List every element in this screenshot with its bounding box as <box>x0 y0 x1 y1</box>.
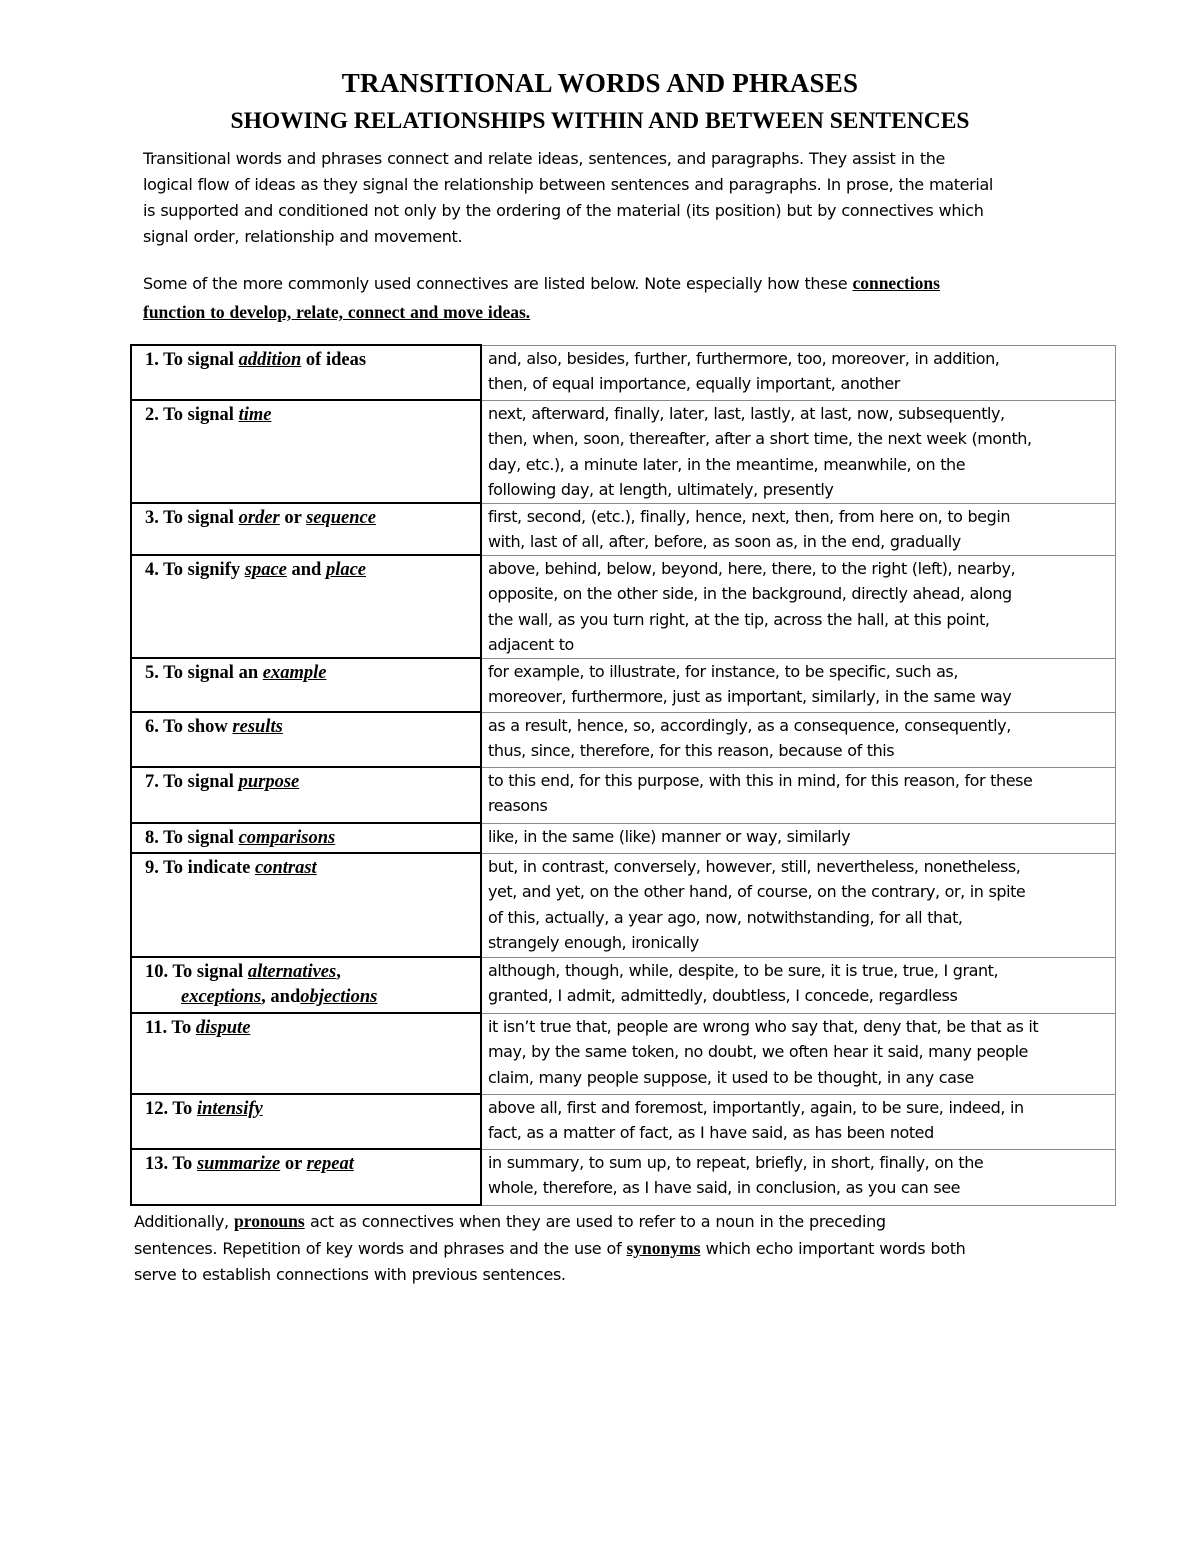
category-label: 12. To <box>145 1099 197 1119</box>
closing-keyword: synonyms <box>626 1238 701 1258</box>
category-label: or <box>280 1154 307 1174</box>
table-row <box>131 712 1115 767</box>
category-label: 11. To <box>145 1018 196 1038</box>
category-label: 2. To signal <box>145 405 239 425</box>
connectives-cell <box>481 1149 1115 1205</box>
category-keyword: place <box>325 560 367 580</box>
connectives-line: granted, I admit, admittedly, doubtless, I concede, regardless <box>488 986 958 1005</box>
category-keyword: exceptions <box>181 987 262 1007</box>
connectives-line: following day, at length, ultimately, presently <box>488 480 834 499</box>
connectives-line: may, by the same token, no doubt, we often hear it said, many people <box>488 1042 1028 1061</box>
table-row <box>131 1094 1115 1149</box>
table-row <box>131 400 1115 503</box>
category-keyword: addition <box>238 350 302 370</box>
connectives-emphasis: function to develop, relate, connect and move ideas. <box>143 302 531 322</box>
table-row <box>131 957 1115 1013</box>
category-cell <box>131 957 481 1013</box>
connectives-note-text: Some of the more commonly used connectives are listed below. Note especially how these <box>143 274 853 293</box>
connectives-cell <box>481 658 1115 712</box>
category-cell <box>131 823 481 853</box>
intro-line: is supported and conditioned not only by the ordering of the material (its position) but by connectives which <box>143 201 984 220</box>
category-cell <box>131 503 481 555</box>
connectives-line: as a result, hence, so, accordingly, as a consequence, consequently, <box>488 715 1011 735</box>
category-keyword: comparisons <box>238 828 336 848</box>
transitions-table <box>130 344 1116 1206</box>
connectives-cell <box>481 957 1115 1013</box>
connectives-line: reasons <box>488 796 548 815</box>
category-keyword: objections <box>300 987 378 1007</box>
category-label: 1. To signal <box>145 350 239 370</box>
closing-text: serve to establish connections with previous sentences. <box>134 1265 566 1284</box>
category-keyword: repeat <box>306 1154 354 1174</box>
connectives-line: but, in contrast, conversely, however, still, nevertheless, nonetheless, <box>488 856 1021 876</box>
category-label: 10. To signal <box>145 962 248 982</box>
connectives-line: like, in the same (like) manner or way, similarly <box>488 826 851 846</box>
intro-line: signal order, relationship and movement. <box>143 227 463 246</box>
category-cell <box>131 400 481 503</box>
connectives-line: and, also, besides, further, furthermore, too, moreover, in addition, <box>488 348 1000 368</box>
category-cell <box>131 1094 481 1149</box>
table-row <box>131 555 1115 658</box>
connectives-line: with, last of all, after, before, as soon as, in the end, gradually <box>488 532 961 551</box>
connectives-cell <box>481 767 1115 823</box>
closing-keyword: pronouns <box>234 1211 305 1231</box>
connectives-cell <box>481 712 1115 767</box>
category-keyword: time <box>238 405 272 425</box>
connectives-line: although, though, while, despite, to be sure, it is true, true, I grant, <box>488 960 999 980</box>
category-label: 5. To signal an <box>145 663 263 683</box>
connectives-line: moreover, furthermore, just as important, similarly, in the same way <box>488 687 1012 706</box>
category-cell <box>131 345 481 400</box>
connectives-cell <box>481 1094 1115 1149</box>
category-label: 9. To indicate <box>145 858 255 878</box>
connectives-line: next, afterward, finally, later, last, lastly, at last, now, subsequently, <box>488 403 1005 423</box>
category-cell <box>131 555 481 658</box>
connectives-line: in summary, to sum up, to repeat, briefly, in short, finally, on the <box>488 1152 984 1172</box>
category-keyword: example <box>262 663 327 683</box>
category-keyword: order <box>238 508 280 528</box>
connectives-line: above all, first and foremost, importantly, again, to be sure, indeed, in <box>488 1097 1024 1117</box>
connectives-line: thus, since, therefore, for this reason, because of this <box>488 741 895 760</box>
connectives-cell <box>481 555 1115 658</box>
connectives-emphasis: connections <box>852 273 940 293</box>
connectives-line: whole, therefore, as I have said, in conclusion, as you can see <box>488 1178 961 1197</box>
category-label: 7. To signal <box>145 772 239 792</box>
category-label: or <box>279 508 307 528</box>
category-label: 6. To show <box>145 717 233 737</box>
category-keyword: summarize <box>196 1154 281 1174</box>
table-row <box>131 345 1115 400</box>
document-subtitle: SHOWING RELATIONSHIPS WITHIN AND BETWEEN SENTENCES <box>230 108 970 134</box>
category-label: 13. To <box>145 1154 197 1174</box>
intro-line: Transitional words and phrases connect and relate ideas, sentences, and paragraphs. They assist in the <box>143 149 946 168</box>
table-row <box>131 853 1115 957</box>
connectives-line: adjacent to <box>488 635 574 654</box>
connectives-line: strangely enough, ironically <box>488 933 699 952</box>
category-label: 8. To signal <box>145 828 239 848</box>
category-label: 4. To signify <box>145 560 245 580</box>
connectives-cell <box>481 853 1115 957</box>
category-keyword: purpose <box>238 772 300 792</box>
table-row <box>131 1149 1115 1205</box>
table-row <box>131 1013 1115 1094</box>
category-keyword: sequence <box>306 508 376 528</box>
connectives-line: of this, actually, a year ago, now, notwithstanding, for all that, <box>488 907 963 927</box>
connectives-line: day, etc.), a minute later, in the meantime, meanwhile, on the <box>488 454 966 474</box>
table-row <box>131 823 1115 853</box>
connectives-line: it isn’t true that, people are wrong who say that, deny that, be that as it <box>488 1016 1039 1036</box>
category-cell <box>131 767 481 823</box>
category-keyword: contrast <box>255 858 317 878</box>
connectives-note <box>143 269 1088 327</box>
connectives-line: the wall, as you turn right, at the tip, across the hall, at this point, <box>488 609 990 629</box>
category-cell <box>131 1013 481 1094</box>
category-label: of ideas <box>301 350 367 370</box>
category-keyword: alternatives <box>247 962 337 982</box>
document-title: TRANSITIONAL WORDS AND PHRASES <box>341 68 859 98</box>
table-row <box>131 767 1115 823</box>
intro-line: logical flow of ideas as they signal the relationship between sentences and paragraphs. In prose, the material <box>143 175 994 194</box>
category-label: 3. To signal <box>145 508 239 528</box>
connectives-cell <box>481 400 1115 503</box>
category-label: , and <box>261 987 301 1007</box>
closing-text: Additionally, <box>134 1212 235 1231</box>
connectives-cell <box>481 1013 1115 1094</box>
connectives-line: to this end, for this purpose, with this in mind, for this reason, for these <box>488 770 1033 790</box>
intro-paragraph <box>143 146 1088 250</box>
closing-text: sentences. Repetition of key words and phrases and the use of <box>134 1239 627 1258</box>
connectives-line: for example, to illustrate, for instance, to be specific, such as, <box>488 661 958 681</box>
category-cell <box>131 712 481 767</box>
category-cell <box>131 1149 481 1205</box>
table-row <box>131 658 1115 712</box>
category-keyword: intensify <box>196 1099 263 1119</box>
connectives-line: claim, many people suppose, it used to be thought, in any case <box>488 1067 974 1087</box>
connectives-line: fact, as a matter of fact, as I have said, as has been noted <box>488 1123 934 1142</box>
connectives-line: then, when, soon, thereafter, after a short time, the next week (month, <box>488 429 1032 448</box>
table-row <box>131 503 1115 555</box>
category-label: , <box>336 962 341 982</box>
connectives-cell <box>481 823 1115 853</box>
category-keyword: dispute <box>195 1018 251 1038</box>
category-label: and <box>286 560 326 580</box>
connectives-line: opposite, on the other side, in the background, directly ahead, along <box>488 584 1012 603</box>
connectives-line: then, of equal importance, equally important, another <box>488 374 900 393</box>
connectives-cell <box>481 503 1115 555</box>
connectives-line: yet, and yet, on the other hand, of course, on the contrary, or, in spite <box>488 882 1026 901</box>
connectives-line: first, second, (etc.), finally, hence, next, then, from here on, to begin <box>488 506 1011 526</box>
category-keyword: space <box>244 560 287 580</box>
connectives-line: above, behind, below, beyond, here, there, to the right (left), nearby, <box>488 558 1016 578</box>
category-cell <box>131 658 481 712</box>
closing-text: which echo important words both <box>700 1239 966 1258</box>
category-keyword: results <box>232 717 283 737</box>
closing-text: act as connectives when they are used to refer to a noun in the preceding <box>304 1212 886 1231</box>
connectives-cell <box>481 345 1115 400</box>
closing-paragraph <box>134 1208 1094 1288</box>
category-cell <box>131 853 481 957</box>
